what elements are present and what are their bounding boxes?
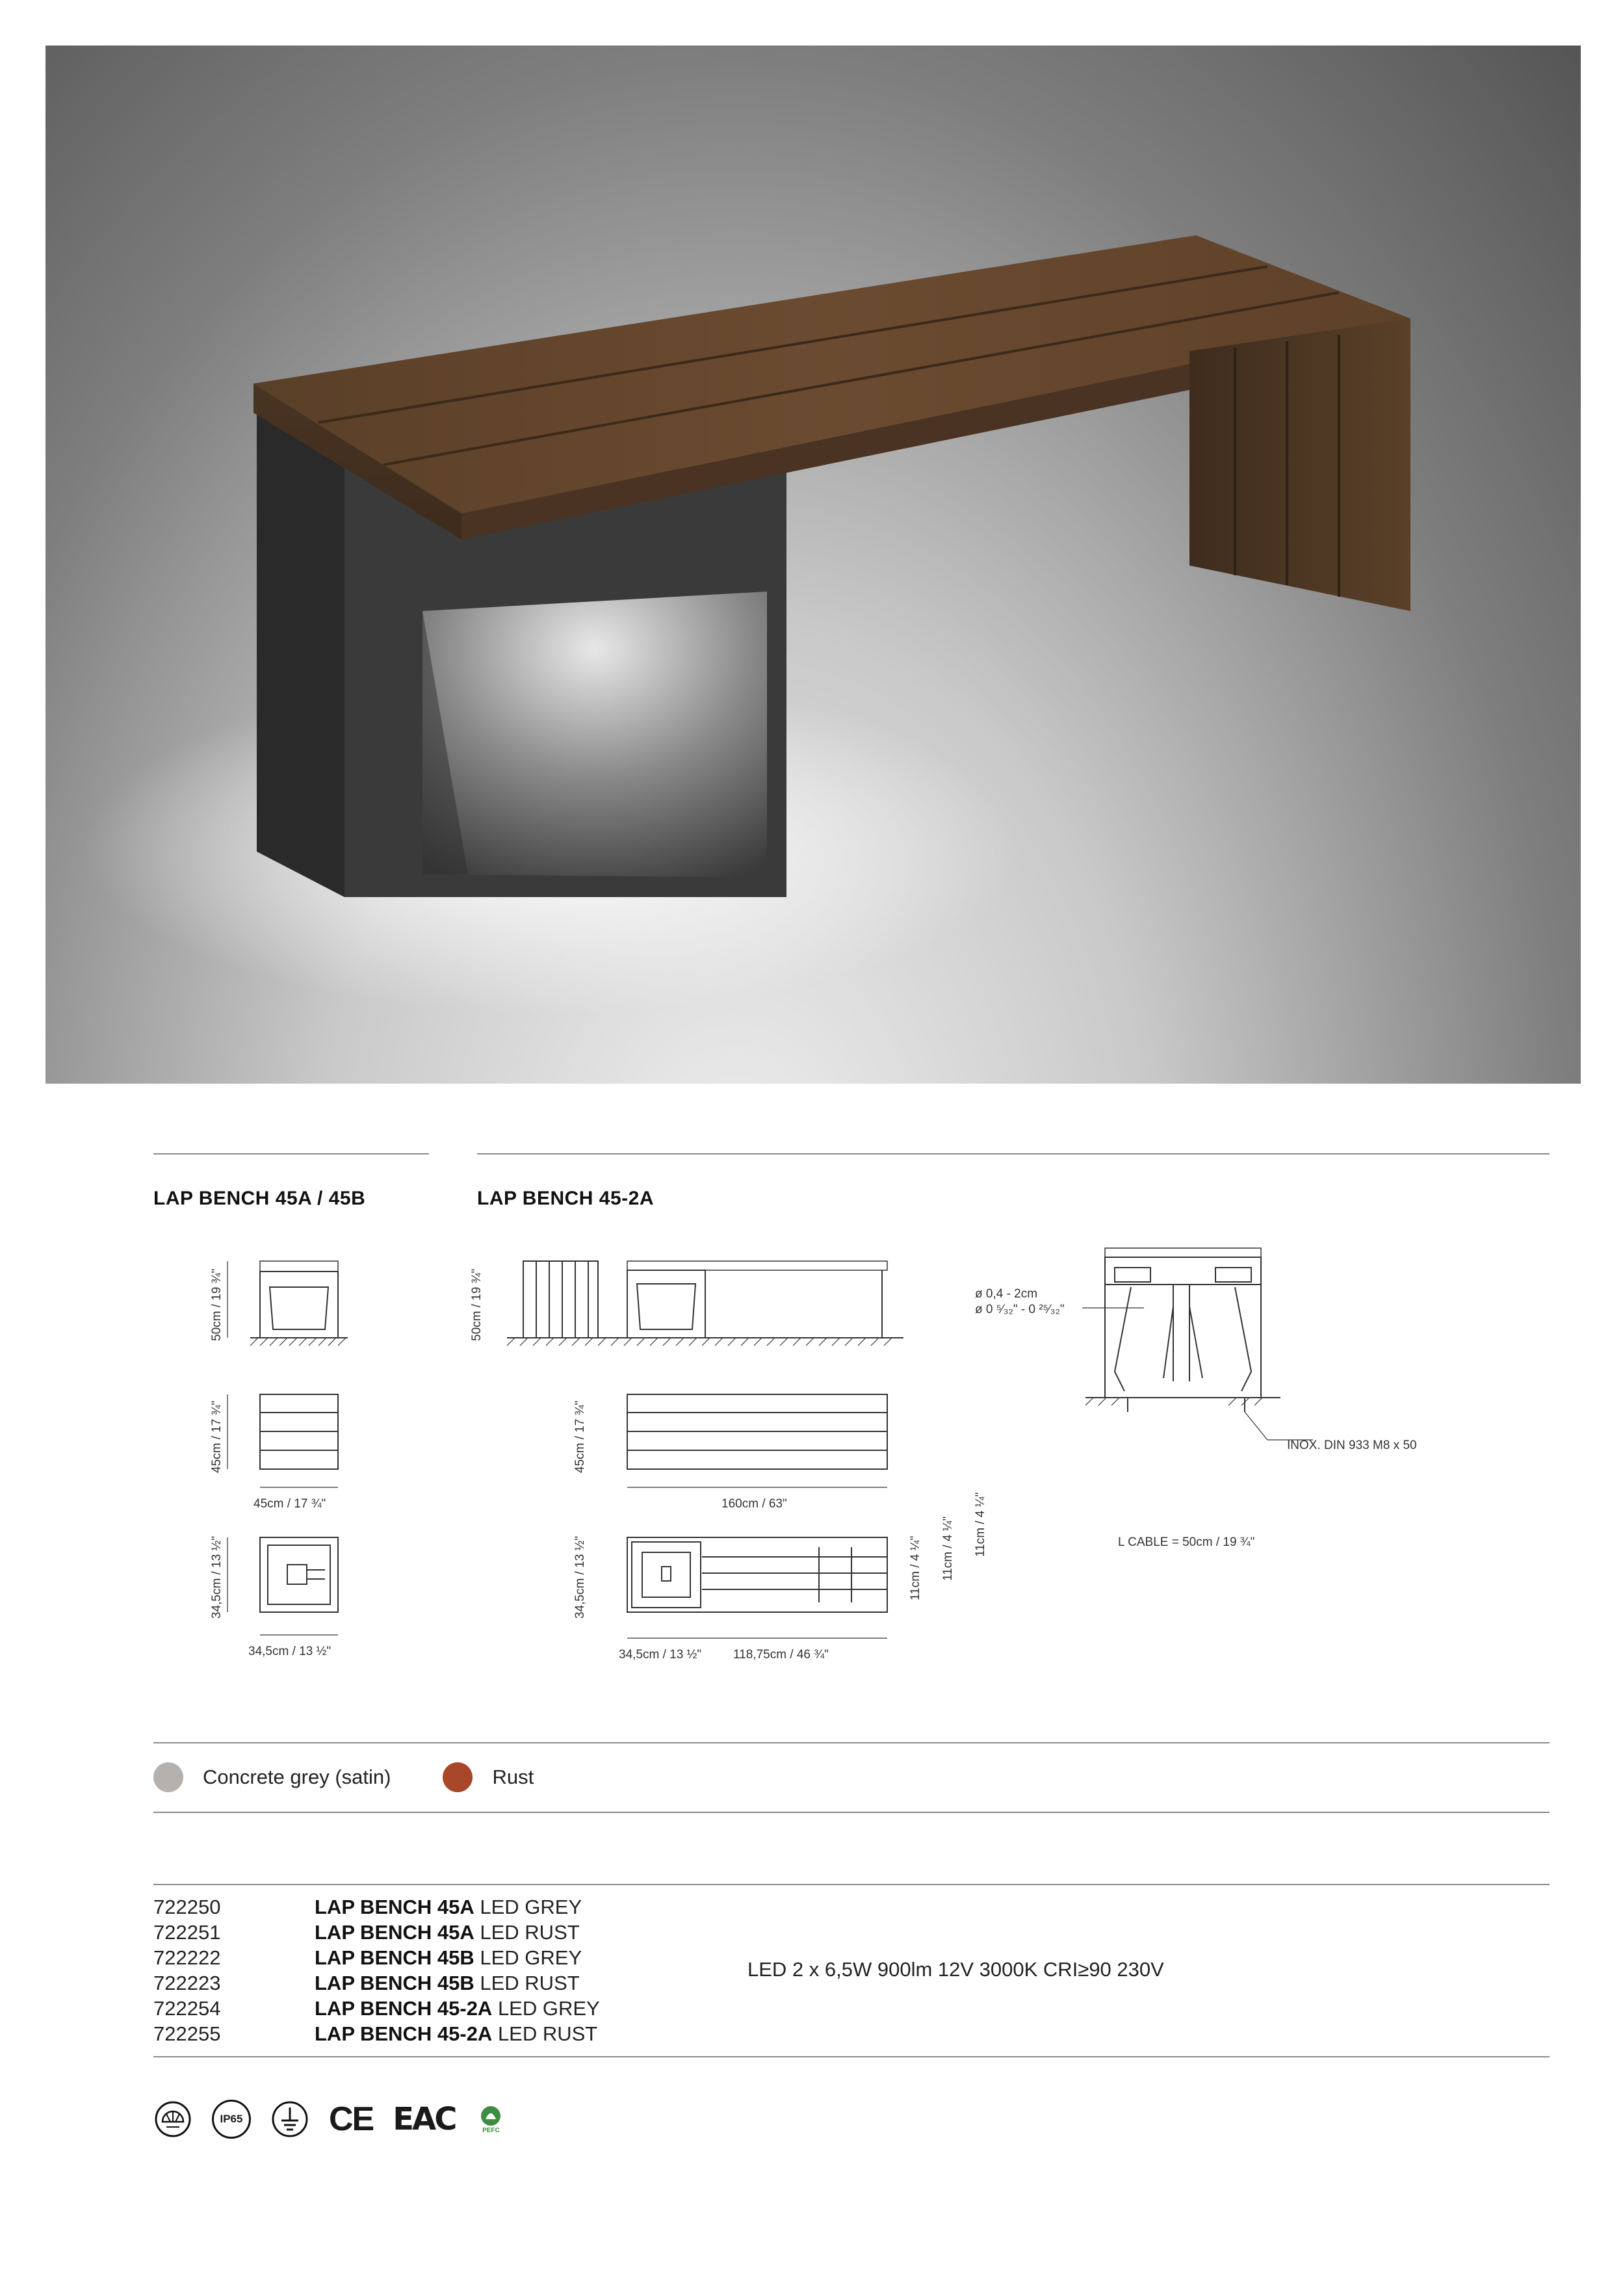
product-code: 722251 (153, 1921, 221, 1944)
product-name: LAP BENCH 45A (315, 1921, 474, 1944)
product-code: 722222 (153, 1946, 221, 1969)
product-name: LAP BENCH 45B (315, 1972, 474, 1994)
ce-label: CE (329, 2100, 374, 2138)
product-code: 722255 (153, 2022, 221, 2045)
finish-options (153, 1762, 534, 1792)
dim-length-45-2a: 160cm / 63" (721, 1497, 787, 1511)
section-detail-drawing (1014, 1242, 1313, 1463)
finish-label-concrete-grey: Concrete grey (satin) (203, 1766, 391, 1788)
led-spec: LED 2 x 6,5W 900lm 12V 3000K CRI≥90 230V (747, 1958, 1164, 1981)
dim-width-45a: 45cm / 17 ¾" (253, 1497, 326, 1511)
section-title-45-2a: LAP BENCH 45-2A (477, 1188, 655, 1209)
product-variant: LED GREY (492, 1997, 600, 2020)
divider (153, 1884, 1550, 1885)
dim-depth-45a: 45cm / 17 ¾" (210, 1400, 224, 1473)
detail-cable-length: L CABLE = 50cm / 19 ¾" (1118, 1535, 1255, 1549)
certification-icons (153, 2100, 507, 2139)
detail-diameter-imperial: ø 0 ⁵⁄₃₂" - 0 ²⁵⁄₃₂" (975, 1303, 1065, 1316)
dim-box-width-45-2a: 34,5cm / 13 ½" (619, 1648, 702, 1662)
light-distribution-icon (153, 2100, 192, 2139)
detail-diameter-metric: ø 0,4 - 2cm (975, 1287, 1038, 1301)
product-code-list (153, 1894, 600, 2046)
dim-depth-base-45-2a: 34,5cm / 13 ½" (573, 1535, 587, 1619)
product-variant: LED RUST (492, 2022, 598, 2045)
finish-swatch-concrete-grey (153, 1762, 183, 1792)
finish-label-rust: Rust (492, 1766, 534, 1788)
product-row (153, 1920, 600, 1945)
detail-screw-spec: INOX. DIN 933 M8 x 50 (1287, 1439, 1417, 1452)
dim-slat-2: 11cm / 4 ¼" (941, 1516, 955, 1581)
pefc-label: PEFC (482, 2126, 500, 2134)
technical-drawing-45-2a (481, 1248, 910, 1677)
dim-depth-45-2a: 45cm / 17 ¾" (573, 1400, 587, 1473)
earth-ground-icon (270, 2100, 309, 2139)
product-name: LAP BENCH 45-2A (315, 1997, 493, 2020)
product-name: LAP BENCH 45-2A (315, 2022, 493, 2045)
ce-mark-icon (329, 2100, 373, 2139)
ip65-label: IP65 (220, 2113, 243, 2125)
product-variant: LED GREY (474, 1896, 582, 1918)
divider (153, 1153, 429, 1155)
product-row (153, 1945, 600, 1970)
pefc-tree-icon (478, 2105, 504, 2127)
product-code: 722254 (153, 1997, 221, 2020)
ip65-icon (212, 2100, 251, 2139)
product-row (153, 2021, 600, 2046)
pefc-icon (474, 2105, 507, 2134)
divider (477, 1153, 1550, 1155)
product-row (153, 1970, 600, 1996)
product-code: 722223 (153, 1972, 221, 1994)
product-name: LAP BENCH 45A (315, 1896, 474, 1918)
product-photo (45, 46, 1581, 1084)
divider (153, 1812, 1550, 1813)
bench-illustration (45, 46, 1581, 1084)
eac-mark-icon (393, 2101, 455, 2137)
product-variant: LED RUST (474, 1972, 580, 1994)
product-row (153, 1894, 600, 1920)
product-variant: LED RUST (474, 1921, 580, 1944)
product-code: 722250 (153, 1896, 221, 1918)
dim-height-45-2a: 50cm / 19 ¾" (470, 1268, 484, 1341)
dim-depth-base-45a: 34,5cm / 13 ½" (210, 1535, 224, 1619)
section-title-45a-45b: LAP BENCH 45A / 45B (153, 1188, 366, 1209)
product-name: LAP BENCH 45B (315, 1946, 474, 1969)
eac-label: EAC (393, 2101, 456, 2137)
dim-slat-3: 11cm / 4 ¼" (974, 1492, 987, 1557)
divider (153, 2056, 1550, 2057)
divider (153, 1742, 1550, 1743)
dim-width-base-45a: 34,5cm / 13 ½" (248, 1645, 331, 1658)
product-variant: LED GREY (474, 1946, 582, 1969)
finish-swatch-rust (443, 1762, 473, 1792)
dim-height-45a: 50cm / 19 ¾" (210, 1268, 224, 1341)
dim-rest-width-45-2a: 118,75cm / 46 ¾" (733, 1648, 829, 1662)
dim-slat-1: 11cm / 4 ¼" (909, 1535, 922, 1600)
product-row (153, 1996, 600, 2021)
